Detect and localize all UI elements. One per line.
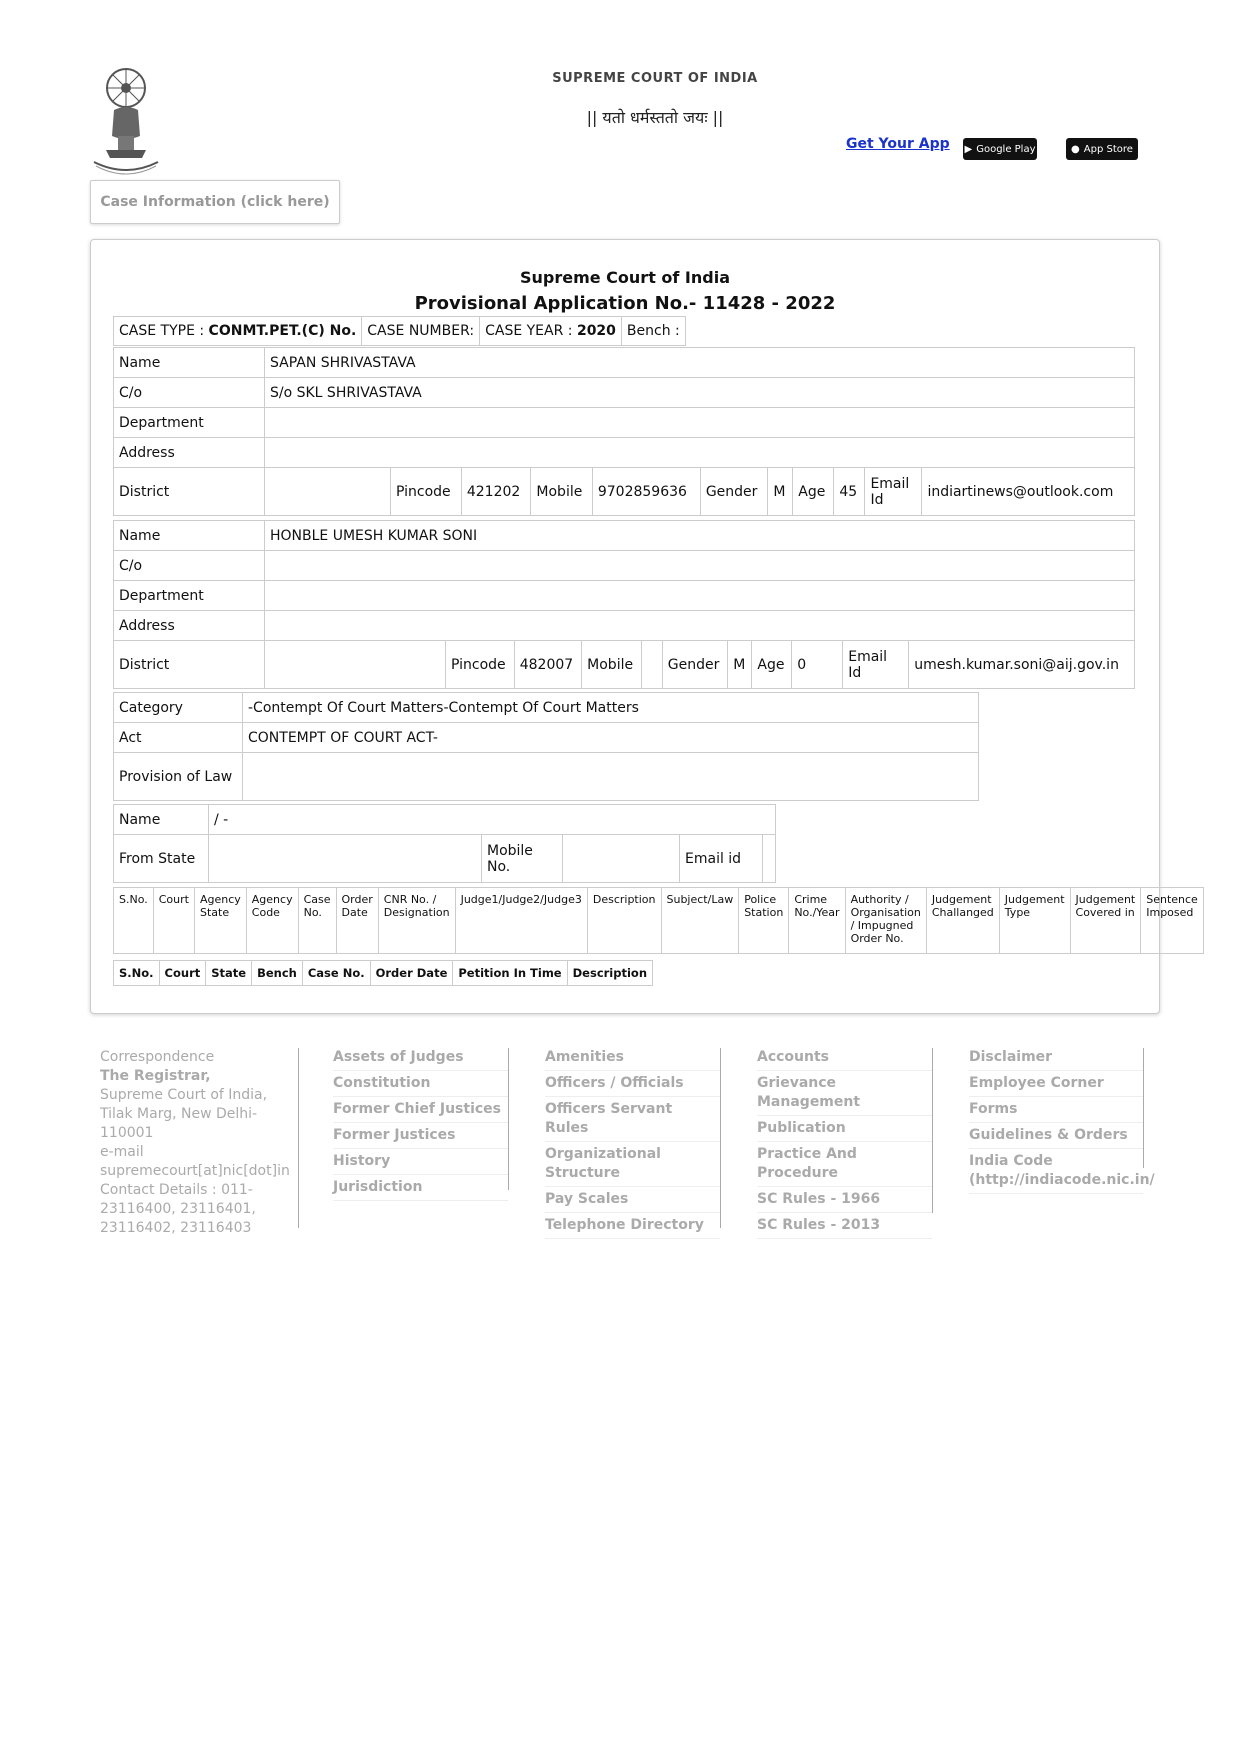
co-label: C/o (114, 551, 265, 581)
footer-link[interactable]: Pay Scales (545, 1190, 720, 1213)
lower-court-header-cell: Court (153, 888, 194, 954)
from-state-value (209, 835, 482, 883)
petitioner-address (265, 438, 1135, 468)
get-app-link[interactable]: Get Your App (846, 136, 950, 152)
google-play-badge[interactable] (963, 138, 1037, 160)
bench-label: Bench : (621, 317, 685, 346)
petitioner-email: indiartinews@outlook.com (922, 468, 1135, 516)
advocate-name: / - (209, 805, 776, 835)
address-line-1: Supreme Court of India, (100, 1087, 268, 1103)
mobile-label: Mobile (582, 641, 642, 689)
district-label: District (114, 468, 265, 516)
footer-link[interactable]: Officers / Officials (545, 1074, 720, 1097)
other-court-header-cell: Description (567, 961, 652, 986)
petitioner-mobile: 9702859636 (592, 468, 700, 516)
gender-label: Gender (662, 641, 727, 689)
petitioner-gender: M (768, 468, 793, 516)
other-court-table (113, 960, 653, 986)
case-year-label: CASE YEAR : (485, 323, 573, 339)
footer-link[interactable]: Disclaimer (969, 1048, 1143, 1071)
respondent-name: HONBLE UMESH KUMAR SONI (265, 521, 1135, 551)
co-label: C/o (114, 378, 265, 408)
lower-court-header-cell: Case No. (298, 888, 336, 954)
email-address[interactable]: supremecourt[at]nic[dot]in (100, 1163, 290, 1179)
footer-link[interactable]: History (333, 1152, 508, 1175)
act-value: CONTEMPT OF COURT ACT- (243, 723, 979, 753)
petitioner-name: SAPAN SHRIVASTAVA (265, 348, 1135, 378)
lower-court-header-cell: Judgement Covered in (1070, 888, 1141, 954)
lower-court-header-cell: Crime No./Year (789, 888, 845, 954)
lower-court-header-cell: Order Date (336, 888, 378, 954)
case-information-button[interactable]: Case Information (click here) (90, 180, 340, 224)
footer (100, 1048, 1240, 1248)
case-year-value: 2020 (576, 323, 616, 339)
footer-link[interactable]: Employee Corner (969, 1074, 1143, 1097)
respondent-co (265, 551, 1135, 581)
respondent-table (113, 520, 1135, 689)
footer-link[interactable]: Accounts (757, 1048, 932, 1071)
app-store-label: App Store (1083, 143, 1133, 155)
contact-label: Contact Details : 011- (100, 1182, 253, 1198)
address-line-3: 110001 (100, 1125, 154, 1141)
department-label: Department (114, 581, 265, 611)
petitioner-department (265, 408, 1135, 438)
respondent-mobile (641, 641, 662, 689)
from-state-label: From State (114, 835, 209, 883)
respondent-address (265, 611, 1135, 641)
footer-link[interactable]: Assets of Judges (333, 1048, 508, 1071)
lower-court-header-cell: Subject/Law (661, 888, 739, 954)
other-court-header-row (114, 961, 653, 986)
footer-link[interactable]: Guidelines & Orders (969, 1126, 1143, 1149)
footer-links-column-4 (739, 1048, 933, 1233)
site-title: SUPREME COURT OF INDIA (552, 71, 758, 86)
lower-court-header-cell: S.No. (114, 888, 154, 954)
registrar-label: The Registrar, (100, 1068, 211, 1084)
provision-value (243, 753, 979, 801)
footer-link[interactable]: Constitution (333, 1074, 508, 1097)
other-court-header-cell: Bench (252, 961, 303, 986)
respondent-email: umesh.kumar.soni@aij.gov.in (909, 641, 1135, 689)
footer-link[interactable]: Officers Servant Rules (545, 1100, 720, 1142)
age-label: Age (752, 641, 792, 689)
respondent-district (265, 641, 446, 689)
footer-link[interactable]: Publication (757, 1119, 932, 1142)
category-value: -Contempt Of Court Matters-Contempt Of Court Matters (243, 693, 979, 723)
email-label: Email Id (865, 468, 922, 516)
footer-link[interactable]: Grievance Management (757, 1074, 932, 1116)
lower-court-header-cell: Judgement Challanged (926, 888, 999, 954)
google-play-label: Google Play (976, 143, 1036, 155)
address-label: Address (114, 611, 265, 641)
case-type-value: CONMT.PET.(C) No. (208, 323, 357, 339)
footer-link[interactable]: Former Justices (333, 1126, 508, 1149)
footer-link[interactable]: Jurisdiction (333, 1178, 508, 1201)
apple-icon: ● (1071, 143, 1080, 155)
footer-link[interactable]: Telephone Directory (545, 1216, 720, 1239)
email-label: e-mail (100, 1144, 144, 1160)
email-label: Email Id (843, 641, 909, 689)
lower-court-header-cell: Agency Code (246, 888, 298, 954)
respondent-gender: M (728, 641, 752, 689)
motto: || यतो धर्मस्ततो जयः || (586, 108, 724, 127)
other-court-header-cell: Case No. (302, 961, 370, 986)
address-label: Address (114, 438, 265, 468)
card-title: Supreme Court of India (519, 268, 731, 287)
lower-court-header-cell: Police Station (739, 888, 789, 954)
lower-court-header-cell: Judge1/Judge2/Judge3 (455, 888, 587, 954)
mobile-label: Mobile (531, 468, 592, 516)
email-id-value (763, 835, 776, 883)
email-id-label: Email id (680, 835, 763, 883)
case-type-table (113, 316, 686, 346)
lower-court-header-cell: Description (587, 888, 661, 954)
footer-links-column-2 (315, 1048, 509, 1195)
lower-court-header-cell: CNR No. / Designation (378, 888, 455, 954)
other-court-header-cell: State (206, 961, 252, 986)
footer-link[interactable]: Practice And Procedure (757, 1145, 932, 1187)
advocate-table (113, 804, 776, 883)
provision-label: Provision of Law (114, 753, 243, 801)
footer-link[interactable]: SC Rules - 2013 (757, 1216, 932, 1239)
case-type-cell (114, 317, 362, 346)
footer-links-column-5 (951, 1048, 1155, 1188)
petitioner-pincode: 421202 (461, 468, 531, 516)
play-icon: ▶ (964, 143, 973, 155)
district-label: District (114, 641, 265, 689)
case-type-label: CASE TYPE : (119, 323, 205, 339)
footer-address-column (100, 1048, 299, 1236)
lower-court-header-row (114, 888, 1204, 954)
petitioner-table (113, 347, 1135, 516)
case-year-cell (480, 317, 622, 346)
category-label: Category (114, 693, 243, 723)
case-details-card (90, 239, 1198, 1014)
application-number: Provisional Application No.- 11428 - 2022 (414, 293, 836, 314)
pincode-label: Pincode (391, 468, 462, 516)
lower-court-table (113, 887, 1204, 954)
other-court-header-cell: S.No. (114, 961, 160, 986)
footer-link[interactable]: Forms (969, 1100, 1143, 1123)
name-label: Name (114, 521, 265, 551)
petitioner-co: S/o SKL SHRIVASTAVA (265, 378, 1135, 408)
lower-court-header-cell: Sentence Imposed (1141, 888, 1204, 954)
lower-court-header-cell: Authority / Organisation / Impugned Order No. (845, 888, 926, 954)
mobile-no-value (563, 835, 680, 883)
footer-link[interactable]: Amenities (545, 1048, 720, 1071)
other-court-header-cell: Petition In Time (453, 961, 567, 986)
footer-links-column-3 (527, 1048, 721, 1233)
age-label: Age (793, 468, 834, 516)
lower-court-header-cell: Judgement Type (999, 888, 1070, 954)
mobile-no-label: Mobile No. (482, 835, 563, 883)
petitioner-district (265, 468, 391, 516)
category-table (113, 692, 979, 801)
pincode-label: Pincode (446, 641, 515, 689)
department-label: Department (114, 408, 265, 438)
act-label: Act (114, 723, 243, 753)
petitioner-age: 45 (834, 468, 865, 516)
footer-link[interactable]: Former Chief Justices (333, 1100, 508, 1123)
name-label: Name (114, 348, 265, 378)
footer-link[interactable]: India Code (http://indiacode.nic.in/ (969, 1152, 1143, 1194)
name-label: Name (114, 805, 209, 835)
correspondence-label: Correspondence (100, 1049, 215, 1065)
other-court-header-cell: Court (159, 961, 206, 986)
state-emblem-icon (86, 66, 166, 178)
address-line-2: Tilak Marg, New Delhi- (100, 1106, 258, 1122)
footer-link[interactable]: SC Rules - 1966 (757, 1190, 932, 1213)
app-store-badge[interactable] (1066, 138, 1138, 160)
respondent-age: 0 (792, 641, 843, 689)
contact-numbers-1: 23116400, 23116401, (100, 1201, 256, 1217)
respondent-pincode: 482007 (514, 641, 581, 689)
other-court-header-cell: Order Date (370, 961, 453, 986)
contact-numbers-2: 23116402, 23116403 (100, 1220, 252, 1236)
gender-label: Gender (700, 468, 768, 516)
lower-court-header-cell: Agency State (194, 888, 246, 954)
respondent-department (265, 581, 1135, 611)
case-number-label: CASE NUMBER: (362, 317, 480, 346)
footer-link[interactable]: Organizational Structure (545, 1145, 720, 1187)
